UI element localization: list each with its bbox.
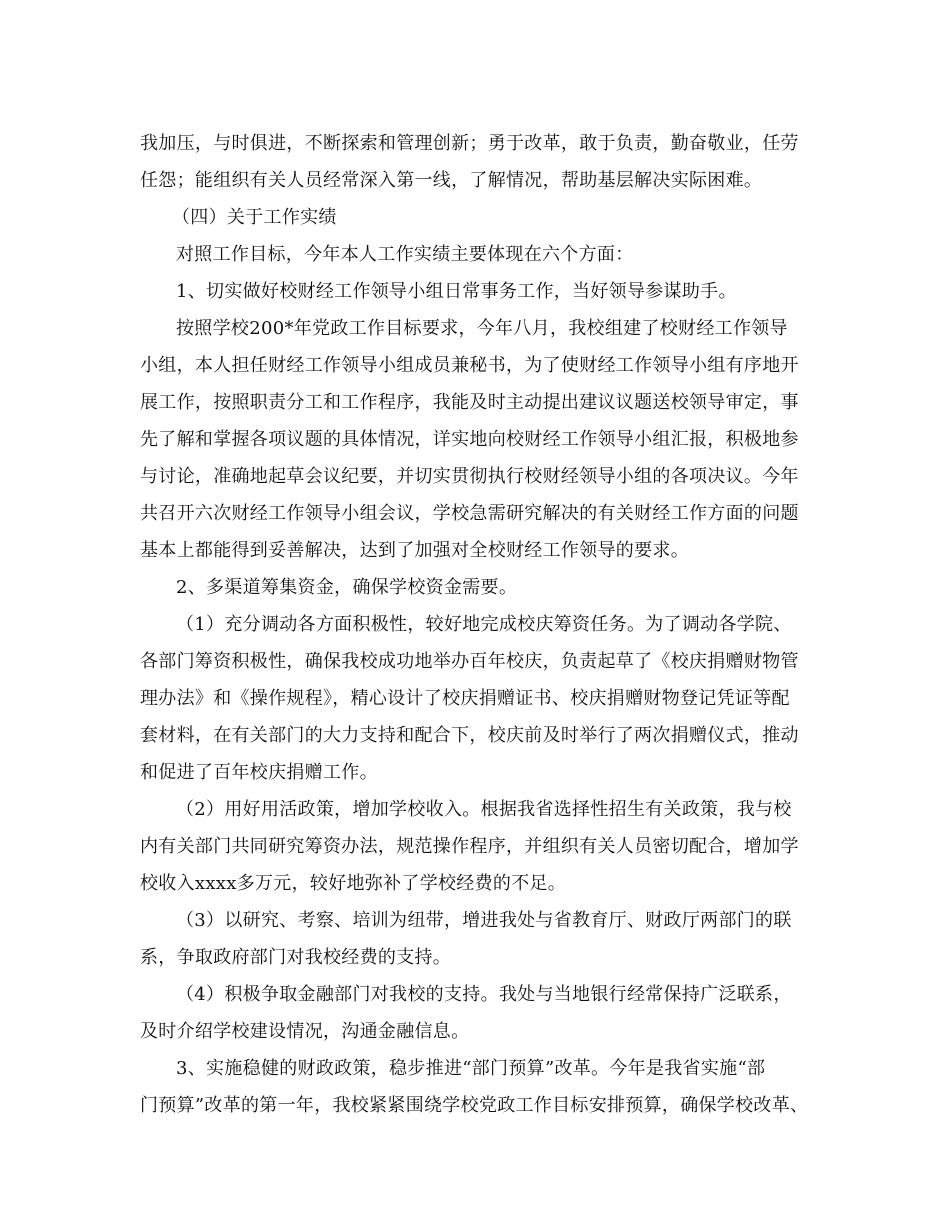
text-line: 门预算”改革的第一年，我校紧紧围绕学校党政工作目标安排预算，确保学校改革、: [140, 1095, 809, 1116]
text-line: 对照工作目标，今年本人工作实绩主要体现在六个方面：: [176, 244, 634, 265]
text-line: 按照学校200*年党政工作目标要求，今年八月，我校组建了校财经工作领导: [176, 318, 788, 339]
text-line: 3、实施稳健的财政政策，稳步推进“部门预算”改革。今年是我省实施“部: [176, 1058, 766, 1079]
text-line: 任怨；能组织有关人员经常深入第一线，了解情况，帮助基层解决实际困难。: [140, 170, 763, 191]
text-line: 套材料，在有关部门的大力支持和配合下，校庆前及时举行了两次捐赠仪式，推动: [140, 725, 799, 746]
text-line: 与讨论，准确地起草会议纪要，并切实贯彻执行校财经领导小组的各项决议。今年: [140, 466, 799, 487]
section-heading: （四）关于工作实绩: [172, 207, 337, 228]
text-line: 2、多渠道筹集资金，确保学校资金需要。: [176, 577, 518, 598]
text-line: 理办法》和《操作规程》，精心设计了校庆捐赠证书、校庆捐赠财物登记凭证等配: [140, 688, 790, 709]
text-line: 及时介绍学校建设情况，沟通金融信息。: [140, 1021, 470, 1042]
text-line: （4）积极争取金融部门对我校的支持。我处与当地银行经常保持广泛联系，: [176, 984, 792, 1005]
text-line: 共召开六次财经工作领导小组会议，学校急需研究解决的有关财经工作方面的问题: [140, 503, 799, 524]
text-line: 系，争取政府部门对我校经费的支持。: [140, 947, 452, 968]
text-line: 各部门筹资积极性，确保我校成功地举办百年校庆，负责起草了《校庆捐赠财物管: [140, 651, 799, 672]
text-line: 小组，本人担任财经工作领导小组成员兼秘书，为了使财经工作领导小组有序地开: [140, 355, 799, 376]
text-line: 和促进了百年校庆捐赠工作。: [140, 762, 378, 783]
text-line: 先了解和掌握各项议题的具体情况，详实地向校财经工作领导小组汇报，积极地参: [140, 429, 799, 450]
text-line: （1）充分调动各方面积极性，较好地完成校庆筹资任务。为了调动各学院、: [176, 614, 792, 635]
text-line: 我加压，与时俱进，不断探索和管理创新；勇于改革，敢于负责，勤奋敬业，任劳: [140, 133, 799, 154]
text-line: 内有关部门共同研究筹资办法，规范操作程序，并组织有关人员密切配合，增加学: [140, 836, 799, 857]
text-line: （2）用好用活政策，增加学校收入。根据我省选择性招生有关政策，我与校: [176, 799, 792, 820]
text-line: （3）以研究、考察、培训为纽带，增进我处与省教育厅、财政厅两部门的联: [176, 910, 792, 931]
text-line: 基本上都能得到妥善解决，达到了加强对全校财经工作领导的要求。: [140, 540, 689, 561]
text-line: 1、切实做好校财经工作领导小组日常事务工作，当好领导参谋助手。: [176, 281, 737, 302]
text-line: 展工作，按照职责分工和工作程序，我能及时主动提出建议议题送校领导审定，事: [140, 392, 799, 413]
text-line: 校收入xxxx多万元，较好地弥补了学校经费的不足。: [140, 873, 567, 894]
